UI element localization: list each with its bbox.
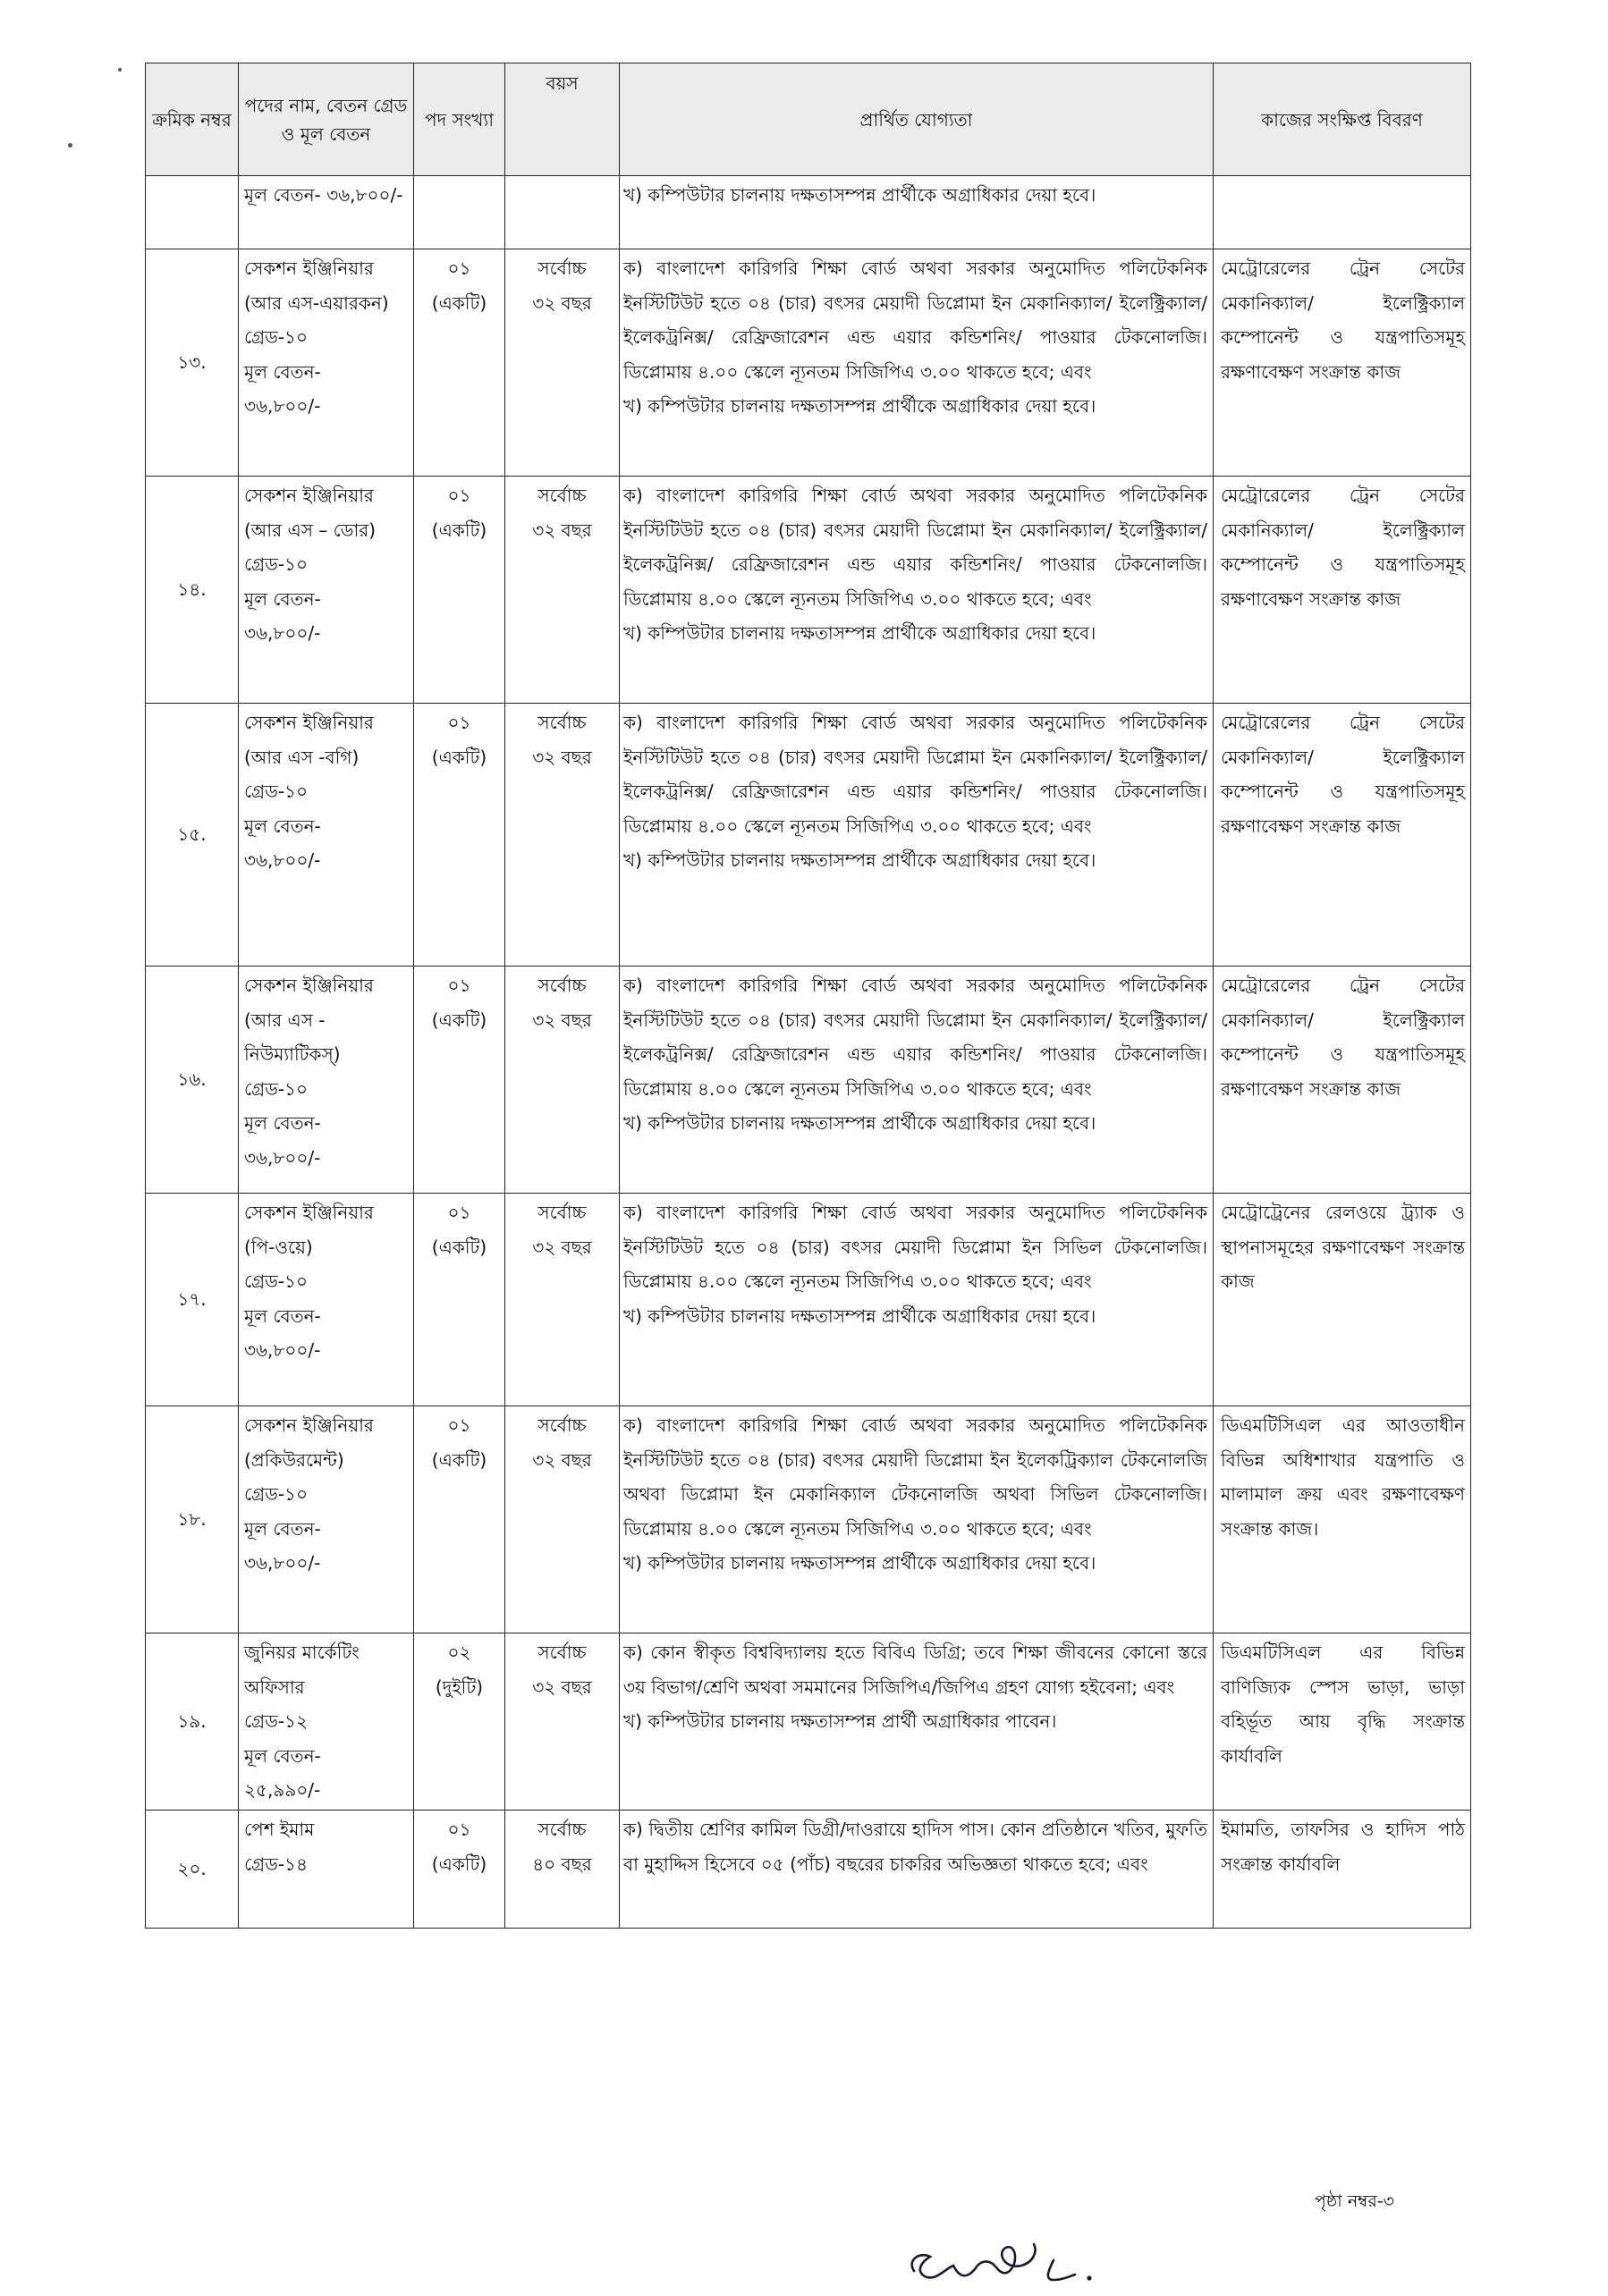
header-count: পদ সংখ্যা: [414, 63, 505, 176]
qualification-item: খ) কম্পিউটার চালনায় দক্ষতাসম্পন্ন প্রার্থীকে অগ্রাধিকার দেয়া হবে।: [623, 849, 1096, 871]
qualification-cell: [620, 249, 1214, 477]
age-limit-line: সর্বোচ্চ: [537, 1202, 587, 1223]
post-line: গ্রেড-১০: [244, 1483, 309, 1505]
qualification-cell: [620, 1633, 1214, 1811]
post-name-cell: [239, 477, 414, 704]
serial-number: ১৯.: [146, 1633, 239, 1811]
job-description: ইমামতি, তাফসির ও হাদিস পাঠ সংক্রান্ত কার্যাবলি: [1214, 1811, 1471, 1929]
post-count-line: ০১: [447, 1819, 471, 1840]
qualification-item: ক) বাংলাদেশ কারিগরি শিক্ষা বোর্ড অথবা সরকার অনুমোদিত পলিটেকনিক ইনস্টিটিউট হতে ০৪ (চার) বৎসর মেয়াদী ডিপ্লোমা ইন মেকানিক্যাল/ ইলেক্ট্রিক্যাল/ইলেকট্রনিক্স/ রেফ্রিজারেশন এন্ড এয়ার কন্ডিশনিং/ পাওয়ার টেকনোলজি। ডিপ্লোমায় ৪.০০ স্কেলে ন্যূনতম সিজিপিএ ৩.০০ থাকতে হবে; এবং: [623, 975, 1207, 1100]
table-row: [146, 1406, 1471, 1633]
qualification-item: ক) বাংলাদেশ কারিগরি শিক্ষা বোর্ড অথবা সরকার অনুমোদিত পলিটেকনিক ইনস্টিটিউট হতে ০৪ (চার) বৎসর মেয়াদী ডিপ্লোমা ইন ইলেকট্রিক্যাল টেকনোলজি অথবা ডিপ্লোমা ইন মেকানিক্যাল টেকনোলজি অথবা সিভিল টেকনোলজি। ডিপ্লোমায় ৪.০০ স্কেলে ন্যূনতম সিজিপিএ ৩.০০ থাকতে হবে; এবং: [623, 1414, 1207, 1540]
post-line: ৩৬,৮০০/-: [244, 1552, 321, 1574]
continuation-count: [414, 176, 505, 249]
post-line: ৩৬,৮০০/-: [244, 849, 321, 871]
table-row: [146, 1811, 1471, 1929]
age-limit-line: ৩২ বছর: [532, 291, 592, 314]
post-count-line: ০১: [447, 1414, 471, 1436]
job-description: মেট্রোরেলের ট্রেন সেটের মেকানিক্যাল/ ইলেক্ট্রিক্যাল কম্পোনেন্ট ও যন্ত্রপাতিসমূহ রক্ষণাবেক্ষণ সংক্রান্ত কাজ: [1214, 967, 1471, 1194]
serial-number: ২০.: [146, 1811, 239, 1929]
table-row: [146, 1633, 1471, 1811]
post-line: মূল বেতন-: [244, 1304, 321, 1327]
table-row: [146, 967, 1471, 1194]
post-count-cell: [414, 1406, 505, 1633]
post-line: জুনিয়র মার্কেটিং: [244, 1642, 360, 1663]
post-line: (প্রকিউরমেন্ট): [244, 1448, 344, 1471]
post-line: সেকশন ইঞ্জিনিয়ার: [244, 712, 374, 733]
qualification-item: খ) কম্পিউটার চালনায় দক্ষতাসম্পন্ন প্রার্থীকে অগ্রাধিকার দেয়া হবে।: [623, 1304, 1096, 1327]
table-row: [146, 704, 1471, 967]
age-limit-cell: [505, 477, 620, 704]
post-line: ৩৬,৮০০/-: [244, 1146, 321, 1169]
serial-number: ১৫.: [146, 704, 239, 967]
qualification-item: ক) বাংলাদেশ কারিগরি শিক্ষা বোর্ড অথবা সরকার অনুমোদিত পলিটেকনিক ইনস্টিটিউট হতে ০৪ (চার) বৎসর মেয়াদী ডিপ্লোমা ইন মেকানিক্যাল/ ইলেক্ট্রিক্যাল/ইলেকট্রনিক্স/ রেফ্রিজারেশন এন্ড এয়ার কন্ডিশনিং/ পাওয়ার টেকনোলজি। ডিপ্লোমায় ৪.০০ স্কেলে ন্যূনতম সিজিপিএ ৩.০০ থাকতে হবে; এবং: [623, 257, 1207, 383]
post-line: (আর এস -বগি): [244, 746, 360, 768]
job-description: মেট্রোট্রেনের রেলওয়ে ট্র্যাক ও স্থাপনাসমূহের রক্ষণাবেক্ষণ সংক্রান্ত কাজ: [1214, 1194, 1471, 1406]
post-count-cell: [414, 1633, 505, 1811]
job-description: মেট্রোরেলের ট্রেন সেটের মেকানিক্যাল/ ইলেক্ট্রিক্যাল কম্পোনেন্ট ও যন্ত্রপাতিসমূহ রক্ষণাবেক্ষণ সংক্রান্ত কাজ: [1214, 704, 1471, 967]
post-line: অফিসার: [244, 1676, 305, 1698]
post-count-cell: [414, 249, 505, 477]
qualification-item: ক) কোন স্বীকৃত বিশ্ববিদ্যালয় হতে বিবিএ ডিগ্রি; তবে শিক্ষা জীবনের কোনো স্তরে ৩য় বিভাগ/শ্রেণি অথবা সমমানের সিজিপিএ/জিপিএ গ্রহণ যোগ্য হইবেনা; এবং: [623, 1642, 1207, 1698]
age-limit-line: সর্বোচ্চ: [537, 485, 587, 506]
post-line: গ্রেড-১০: [244, 326, 309, 348]
qualification-cell: [620, 1406, 1214, 1633]
post-line: মূল বেতন-: [244, 1112, 321, 1134]
post-count-line: (একটি): [431, 1853, 487, 1875]
age-limit-cell: [505, 249, 620, 477]
post-line: সেকশন ইঞ্জিনিয়ার: [244, 1414, 374, 1436]
serial-number: ১৬.: [146, 967, 239, 1194]
table-row: [146, 249, 1471, 477]
post-line: গ্রেড-১২: [244, 1710, 309, 1732]
post-line: মূল বেতন-: [244, 1517, 321, 1540]
post-count-line: ০১: [447, 257, 471, 279]
age-limit-line: ৩২ বছর: [532, 746, 592, 768]
post-count-line: ০১: [447, 1202, 471, 1223]
post-count-cell: [414, 1811, 505, 1929]
serial-number: ১৩.: [146, 249, 239, 477]
post-count-line: ০১: [447, 975, 471, 996]
header-qualification: প্রার্থিত যোগ্যতা: [620, 63, 1214, 176]
post-line: গ্রেড-১০: [244, 781, 309, 802]
continuation-serial: [146, 176, 239, 249]
age-limit-line: সর্বোচ্চ: [537, 1642, 587, 1663]
header-age: বয়স: [505, 63, 620, 176]
continuation-qualification: খ) কম্পিউটার চালনায় দক্ষতাসম্পন্ন প্রার্থীকে অগ্রাধিকার দেয়া হবে।: [620, 176, 1214, 249]
job-description: মেট্রোরেলের ট্রেন সেটের মেকানিক্যাল/ ইলেক্ট্রিক্যাল কম্পোনেন্ট ও যন্ত্রপাতিসমূহ রক্ষণাবেক্ষণ সংক্রান্ত কাজ: [1214, 477, 1471, 704]
post-line: সেকশন ইঞ্জিনিয়ার: [244, 975, 374, 996]
post-line: ৩৬,৮০০/-: [244, 395, 321, 417]
job-circular-table-wrapper: [145, 63, 1470, 1929]
post-line: গ্রেড-১০: [244, 553, 309, 575]
post-count-line: (একটি): [431, 1236, 487, 1258]
post-count-line: (একটি): [431, 746, 487, 768]
qualification-item: ক) বাংলাদেশ কারিগরি শিক্ষা বোর্ড অথবা সরকার অনুমোদিত পলিটেকনিক ইনস্টিটিউট হতে ০৪ (চার) বৎসর মেয়াদী ডিপ্লোমা ইন মেকানিক্যাল/ ইলেক্ট্রিক্যাল/ইলেকট্রনিক্স/ রেফ্রিজারেশন এন্ড এয়ার কন্ডিশনিং/ পাওয়ার টেকনোলজি। ডিপ্লোমায় ৪.০০ স্কেলে ন্যূনতম সিজিপিএ ৩.০০ থাকতে হবে; এবং: [623, 485, 1207, 610]
header-row: [146, 63, 1471, 176]
age-limit-cell: [505, 1406, 620, 1633]
post-line: মূল বেতন-: [244, 587, 321, 610]
post-count-line: ০১: [447, 712, 471, 733]
table-row: [146, 1194, 1471, 1406]
age-limit-line: ৩২ বছর: [532, 1009, 592, 1031]
age-limit-line: ৩২ বছর: [532, 1236, 592, 1258]
qualification-cell: [620, 704, 1214, 967]
job-description: মেট্রোরেলের ট্রেন সেটের মেকানিক্যাল/ ইলেক্ট্রিক্যাল কম্পোনেন্ট ও যন্ত্রপাতিসমূহ রক্ষণাবেক্ষণ সংক্রান্ত কাজ: [1214, 249, 1471, 477]
post-count-cell: [414, 967, 505, 1194]
post-line: মূল বেতন-: [244, 815, 321, 837]
age-limit-cell: [505, 967, 620, 1194]
post-line: (পি-ওয়ে): [244, 1236, 313, 1258]
qualification-cell: [620, 1194, 1214, 1406]
post-line: পেশ ইমাম: [244, 1819, 315, 1840]
qualification-cell: [620, 967, 1214, 1194]
post-line: সেকশন ইঞ্জিনিয়ার: [244, 1202, 374, 1223]
header-description: কাজের সংক্ষিপ্ত বিবরণ: [1214, 63, 1471, 176]
post-name-cell: [239, 967, 414, 1194]
continuation-row: [146, 176, 1471, 249]
continuation-post: মূল বেতন- ৩৬,৮০০/-: [239, 176, 414, 249]
post-name-cell: [239, 704, 414, 967]
scan-dot: [68, 143, 72, 148]
qualification-item: খ) কম্পিউটার চালনায় দক্ষতাসম্পন্ন প্রার্থীকে অগ্রাধিকার দেয়া হবে।: [623, 622, 1096, 644]
qualification-item: খ) কম্পিউটার চালনায় দক্ষতাসম্পন্ন প্রার্থীকে অগ্রাধিকার দেয়া হবে।: [623, 1552, 1096, 1574]
qualification-cell: [620, 477, 1214, 704]
post-count-line: (দুইটি): [435, 1676, 484, 1698]
post-name-cell: [239, 249, 414, 477]
continuation-description: [1214, 176, 1471, 249]
job-description: ডিএমটিসিএল এর আওতাধীন বিভিন্ন অধিশাখার যন্ত্রপাতি ও মালামাল ক্রয় এবং রক্ষণাবেক্ষণ সংক্রান্ত কাজ।: [1214, 1406, 1471, 1633]
header-post: পদের নাম, বেতন গ্রেড ও মূল বেতন: [239, 63, 414, 176]
post-count-line: (একটি): [431, 519, 487, 541]
header-serial: ক্রমিক নম্বর: [146, 63, 239, 176]
qualification-item: খ) কম্পিউটার চালনায় দক্ষতাসম্পন্ন প্রার্থীকে অগ্রাধিকার দেয়া হবে।: [623, 1112, 1096, 1134]
age-limit-cell: [505, 1633, 620, 1811]
signature: [903, 2224, 1127, 2296]
post-line: গ্রেড-১০: [244, 1077, 309, 1100]
qualification-item: ক) দ্বিতীয় শ্রেণির কামিল ডিগ্রী/দাওরায়ে হাদিস পাস। কোন প্রতিষ্ঠানে খতিব, মুফতি বা মুহাদ্দিস হিসেবে ০৫ (পাঁচ) বছরের চাকরির অভিজ্ঞতা থাকতে হবে; এবং: [623, 1819, 1207, 1875]
post-count-line: (একটি): [431, 1009, 487, 1031]
post-count-line: ০১: [447, 485, 471, 506]
qualification-item: খ) কম্পিউটার চালনায় দক্ষতাসম্পন্ন প্রার্থী অগ্রাধিকার পাবেন।: [623, 1710, 1057, 1732]
age-limit-line: সর্বোচ্চ: [537, 257, 587, 279]
age-limit-line: সর্বোচ্চ: [537, 712, 587, 733]
qualification-item: ক) বাংলাদেশ কারিগরি শিক্ষা বোর্ড অথবা সরকার অনুমোদিত পলিটেকনিক ইনস্টিটিউট হতে ০৪ (চার) বৎসর মেয়াদী ডিপ্লোমা ইন সিভিল টেকনোলজি। ডিপ্লোমায় ৪.০০ স্কেলে ন্যূনতম সিজিপিএ ৩.০০ থাকতে হবে; এবং: [623, 1202, 1207, 1292]
post-line: নিউম্যাটিকস্): [244, 1043, 341, 1065]
serial-number: ১৮.: [146, 1406, 239, 1633]
qualification-item: ক) বাংলাদেশ কারিগরি শিক্ষা বোর্ড অথবা সরকার অনুমোদিত পলিটেকনিক ইনস্টিটিউট হতে ০৪ (চার) বৎসর মেয়াদী ডিপ্লোমা ইন মেকানিক্যাল/ ইলেক্ট্রিক্যাল/ইলেকট্রনিক্স/ রেফ্রিজারেশন এন্ড এয়ার কন্ডিশনিং/ পাওয়ার টেকনোলজি। ডিপ্লোমায় ৪.০০ স্কেলে ন্যূনতম সিজিপিএ ৩.০০ থাকতে হবে; এবং: [623, 712, 1207, 837]
post-line: মূল বেতন-: [244, 1744, 321, 1767]
age-limit-cell: [505, 1194, 620, 1406]
age-limit-cell: [505, 704, 620, 967]
continuation-age: [505, 176, 620, 249]
post-count-cell: [414, 704, 505, 967]
job-circular-table: [145, 63, 1471, 1929]
post-count-cell: [414, 477, 505, 704]
post-line: গ্রেড-১০: [244, 1270, 309, 1292]
qualification-cell: [620, 1811, 1214, 1929]
age-limit-line: ৩২ বছর: [532, 519, 592, 541]
post-line: সেকশন ইঞ্জিনিয়ার: [244, 485, 374, 506]
post-count-line: ০২: [447, 1642, 471, 1663]
post-line: মূল বেতন-: [244, 360, 321, 383]
serial-number: ১৪.: [146, 477, 239, 704]
post-count-line: (একটি): [431, 1448, 487, 1471]
post-line: গ্রেড-১৪: [244, 1853, 308, 1875]
post-name-cell: [239, 1811, 414, 1929]
age-limit-line: ৩২ বছর: [532, 1676, 592, 1698]
table-row: [146, 477, 1471, 704]
post-line: ২৫,৯৯০/-: [244, 1779, 321, 1801]
post-line: (আর এস -: [244, 1009, 326, 1031]
post-name-cell: [239, 1633, 414, 1811]
age-limit-line: সর্বোচ্চ: [537, 975, 587, 996]
age-limit-line: ৪০ বছর: [532, 1853, 592, 1875]
post-line: (আর এস-এয়ারকন): [244, 291, 389, 314]
post-count-cell: [414, 1194, 505, 1406]
age-limit-line: সর্বোচ্চ: [537, 1819, 587, 1840]
age-limit-line: ৩২ বছর: [532, 1448, 592, 1471]
scan-dot: [118, 68, 122, 72]
post-line: ৩৬,৮০০/-: [244, 622, 321, 644]
age-limit-cell: [505, 1811, 620, 1929]
serial-number: ১৭.: [146, 1194, 239, 1406]
qualification-item: খ) কম্পিউটার চালনায় দক্ষতাসম্পন্ন প্রার্থীকে অগ্রাধিকার দেয়া হবে।: [623, 395, 1096, 417]
post-name-cell: [239, 1406, 414, 1633]
age-limit-line: সর্বোচ্চ: [537, 1414, 587, 1436]
post-line: (আর এস – ডোর): [244, 519, 377, 541]
post-name-cell: [239, 1194, 414, 1406]
job-description: ডিএমটিসিএল এর বিভিন্ন বাণিজ্যিক স্পেস ভাড়া, ভাড়া বহির্ভূত আয় বৃদ্ধি সংক্রান্ত কার্যাবলি: [1214, 1633, 1471, 1811]
post-line: সেকশন ইঞ্জিনিয়ার: [244, 257, 374, 279]
post-count-line: (একটি): [431, 291, 487, 314]
post-line: ৩৬,৮০০/-: [244, 1339, 321, 1361]
page-number: পৃষ্ঠা নম্বর-৩: [1315, 2191, 1395, 2211]
